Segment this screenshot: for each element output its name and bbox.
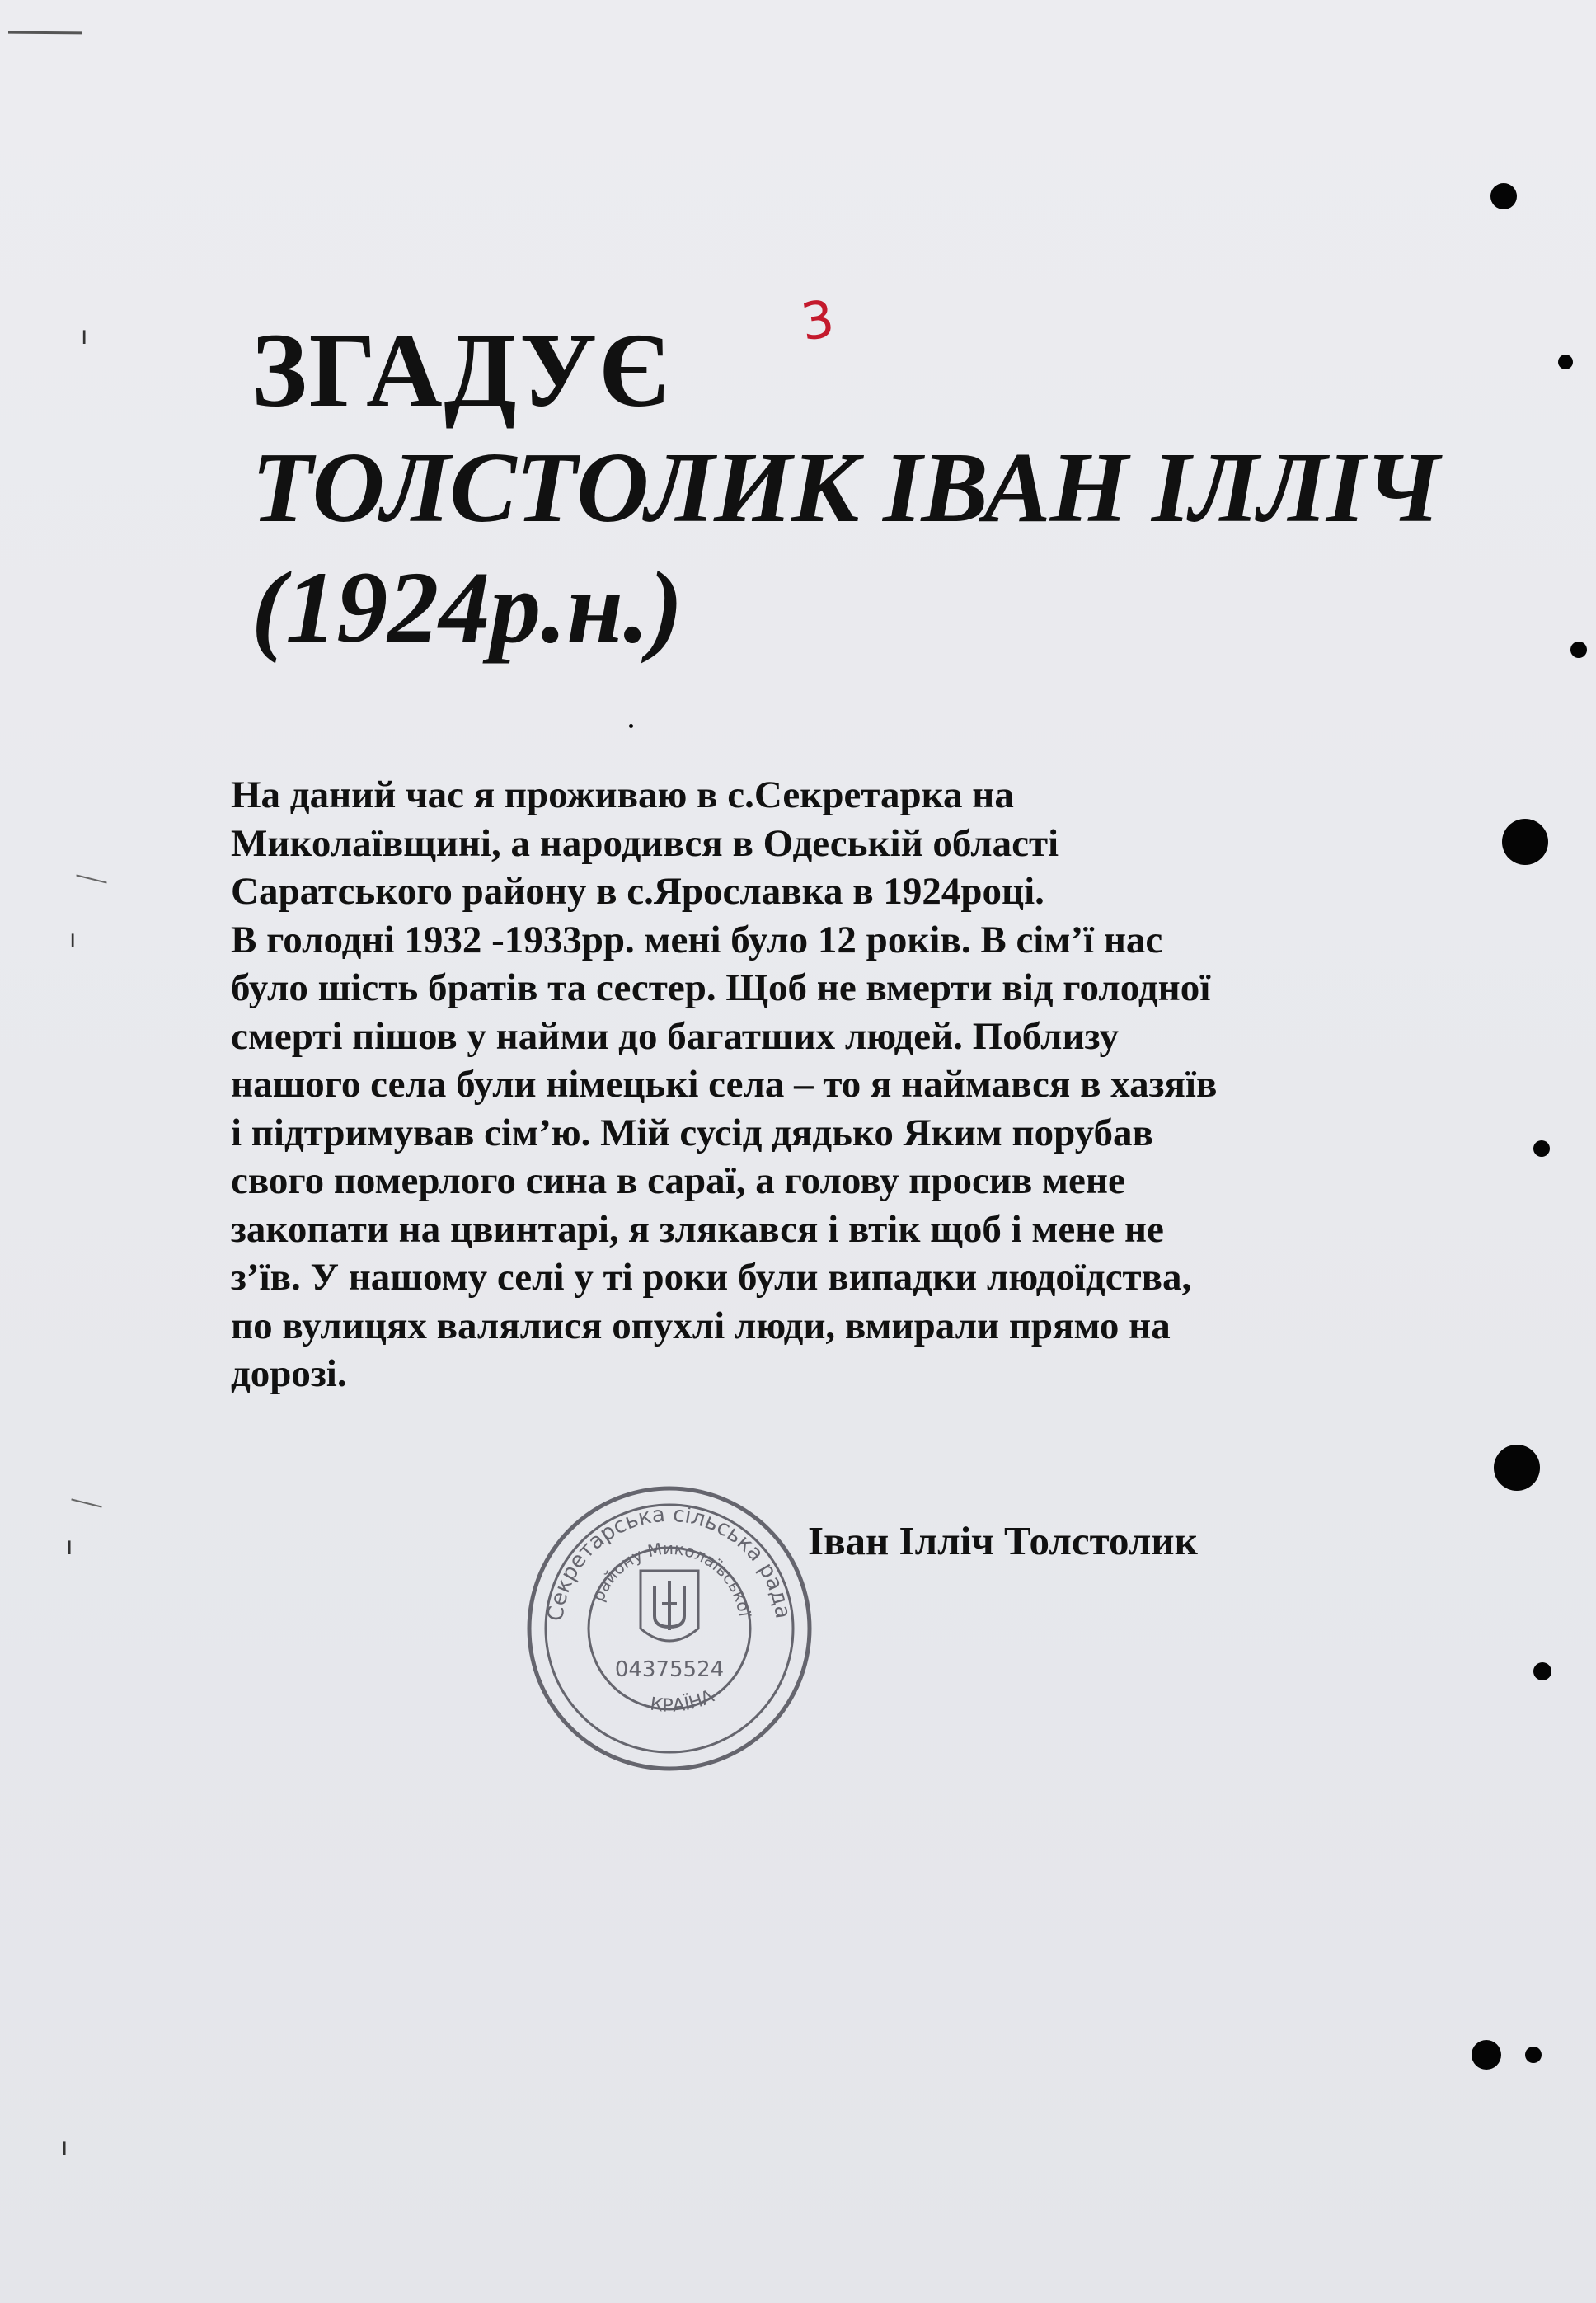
testimony-line: закопати на цвинтарі, я злякався і втік щоб і мене не bbox=[231, 1207, 1164, 1251]
binder-hole bbox=[1533, 1662, 1551, 1680]
margin-mark: ı bbox=[61, 2133, 68, 2162]
stamp-outer-text: Секретарська сільська рада bbox=[543, 1502, 796, 1623]
binder-hole bbox=[1570, 642, 1587, 658]
binder-hole bbox=[1533, 1140, 1550, 1157]
official-stamp bbox=[521, 1480, 818, 1777]
testimony-line: В голодні 1932 -1933рр. мені було 12 років. В сім’ї нас bbox=[231, 918, 1163, 961]
stamp-bottom-text: КРАЇНА bbox=[648, 1685, 718, 1717]
testimony-line: по вулицях валялися опухлі люди, вмирали прямо на bbox=[231, 1304, 1171, 1347]
heading-line-name: ТОЛСТОЛИК ІВАН ІЛЛІЧ bbox=[251, 432, 1439, 543]
testimony-line: дорозі. bbox=[231, 1352, 347, 1395]
binder-hole bbox=[1494, 1445, 1540, 1491]
testimony-line: було шість братів та сестер. Щоб не вмерти від голодної bbox=[231, 966, 1211, 1009]
stamp-code: 04375524 bbox=[614, 1657, 725, 1682]
binder-hole bbox=[1502, 819, 1548, 865]
testimony-line: На даний час я проживаю в с.Секретарка на bbox=[231, 773, 1014, 816]
binder-hole bbox=[1525, 2047, 1542, 2063]
margin-mark: ı bbox=[66, 1532, 73, 1561]
testimony-line: смерті пішов у найми до багатших людей. Поблизу bbox=[231, 1014, 1119, 1058]
document-heading bbox=[251, 312, 1439, 664]
margin-mark bbox=[76, 874, 106, 883]
binder-hole bbox=[1472, 2040, 1501, 2070]
page-number: 3 bbox=[797, 288, 838, 353]
heading-line-recalls: ЗГАДУЄ bbox=[251, 312, 672, 429]
binder-hole bbox=[1490, 183, 1517, 209]
testimony-line: з’їв. У нашому селі у ті роки були випадки людоїдства, bbox=[231, 1256, 1192, 1299]
signature: Іван Ілліч Толстолик bbox=[808, 1518, 1198, 1563]
scan-edge-mark bbox=[8, 31, 82, 35]
testimony-line: нашого села були німецькі села – то я наймався в хазяїв bbox=[231, 1063, 1218, 1106]
margin-mark: ı bbox=[69, 925, 77, 954]
testimony-line: і підтримував сім’ю. Мій сусід дядько Яким порубав bbox=[231, 1111, 1153, 1154]
trident-emblem-icon bbox=[641, 1571, 698, 1641]
margin-mark bbox=[71, 1498, 101, 1507]
ink-speck bbox=[629, 724, 633, 728]
binder-hole bbox=[1558, 355, 1573, 369]
testimony-text bbox=[231, 771, 1517, 1398]
heading-line-birth-year: (1924р.н.) bbox=[251, 551, 683, 664]
testimony-line: свого померлого сина в сараї, а голову просив мене bbox=[231, 1159, 1125, 1202]
margin-mark: ı bbox=[81, 322, 88, 350]
testimony-line: Миколаївщині, а народився в Одеській області bbox=[231, 821, 1059, 865]
stamp-inner-text: району Миколаївської bbox=[588, 1538, 755, 1619]
testimony-line: Саратського району в с.Ярославка в 1924році. bbox=[231, 870, 1044, 913]
